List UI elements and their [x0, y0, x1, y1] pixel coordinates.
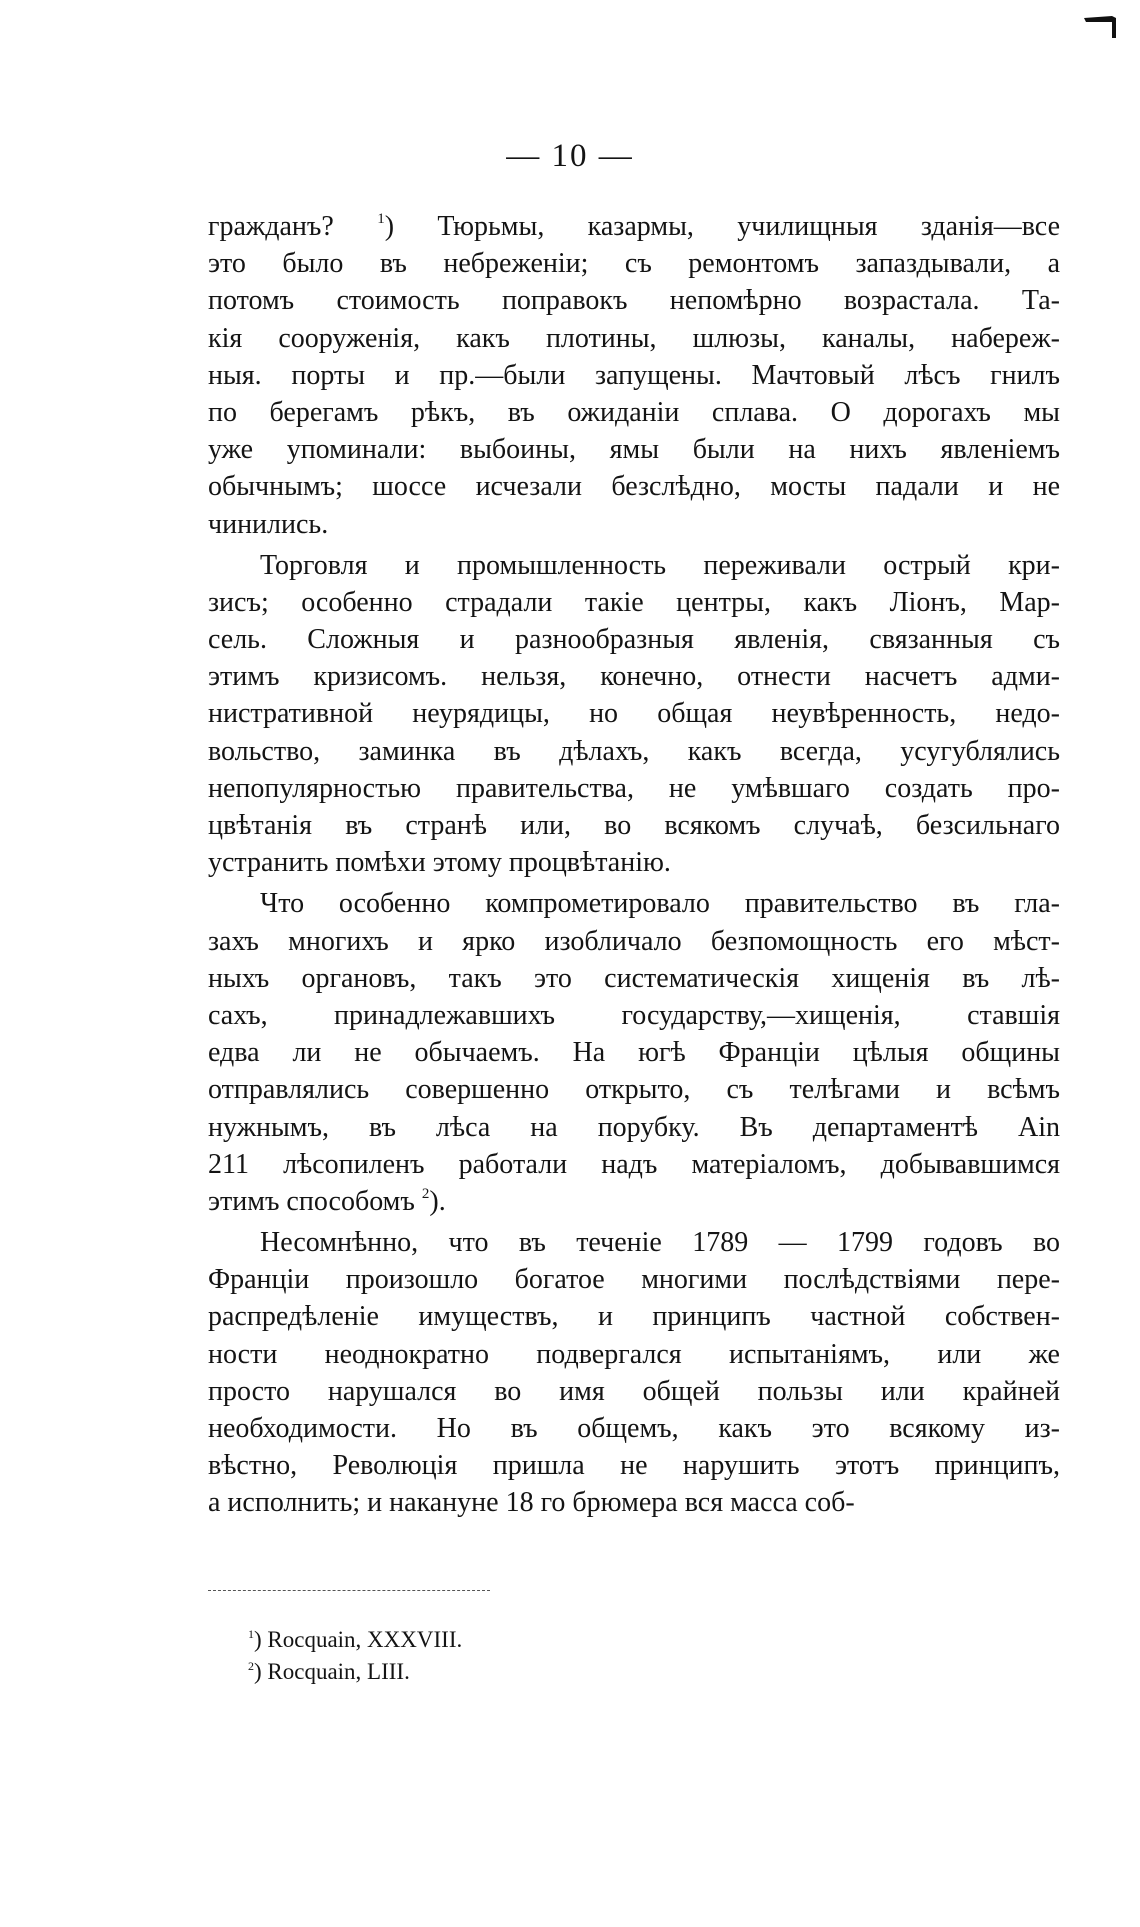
text-line: этимъ кризисомъ. нельзя, конечно, отнести насчетъ адми- — [208, 661, 1060, 693]
text-line: захъ многихъ и ярко изобличало безпомощность его мѣст- — [208, 925, 1060, 957]
text-line: зисъ; особенно страдали такіе центры, какъ Ліонъ, Мар- — [208, 586, 1060, 618]
text-line: Несомнѣнно, что въ теченіе 1789 — 1799 годовъ во — [260, 1227, 1060, 1259]
text-line: нужнымъ, въ лѣса на порубку. Въ департаментѣ Ain — [208, 1111, 1060, 1143]
text-line: потомъ стоимость поправокъ непомѣрно возрастала. Та- — [208, 285, 1060, 317]
footnote-text: ) Rocquain, LIII. — [254, 1659, 410, 1684]
footnote-marker: 1 — [248, 1627, 254, 1641]
text-line: сахъ, принадлежавшихъ государству,—хищенія, ставшія — [208, 999, 1060, 1031]
body-text — [208, 208, 1060, 1522]
text-line: непопулярностью правительства, не умѣвшаго создать про- — [208, 772, 1060, 804]
line-text: этимъ способомъ — [208, 1185, 422, 1217]
text-line — [208, 208, 1060, 245]
text-line: а исполнить; и накануне 18 го брюмера вся масса соб- — [208, 1487, 855, 1519]
paragraph — [208, 1224, 1060, 1522]
footnote — [248, 1656, 462, 1688]
text-line: уже упоминали: выбоины, ямы были на нихъ явленіемъ — [208, 434, 1060, 466]
text-line: Франціи произошло богатое многими послѣдствіями пере- — [208, 1264, 1060, 1296]
text-line: это было въ небреженіи; съ ремонтомъ запаздывали, а — [208, 248, 1060, 280]
text-line: обычнымъ; шоссе исчезали безслѣдно, мосты падали и не — [208, 471, 1060, 503]
paragraph — [208, 885, 1060, 1220]
line-text: ) Тюрьмы, казармы, училищныя зданія—все — [384, 211, 1061, 242]
text-line: 211 лѣсопиленъ работали надъ матеріаломъ, добывавшимся — [208, 1148, 1060, 1180]
text-line — [208, 1183, 1060, 1220]
text-line: чинились. — [208, 508, 329, 540]
line-text: гражданъ? — [208, 211, 378, 242]
line-text: ). — [429, 1185, 446, 1217]
text-line: Торговля и промышленность переживали острый кри- — [260, 549, 1060, 581]
text-line: по берегамъ рѣкъ, въ ожиданіи сплава. О дорогахъ мы — [208, 396, 1060, 428]
text-line: ности неоднократно подвергался испытаніямъ, или же — [208, 1338, 1060, 1370]
text-line: нистративной неурядицы, но общая неувѣренность, недо- — [208, 698, 1060, 730]
text-line: необходимости. Но въ общемъ, какъ это всякому из- — [208, 1413, 1060, 1444]
text-line: ныя. порты и пр.—были запущены. Мачтовый лѣсъ гнилъ — [208, 359, 1060, 391]
footnote — [248, 1624, 462, 1656]
text-line: ныхъ органовъ, такъ это систематическія хищенія въ лѣ- — [208, 962, 1060, 994]
footnote-text: ) Rocquain, XXXVIII. — [254, 1627, 463, 1652]
paragraph — [208, 208, 1060, 543]
footnotes — [248, 1624, 462, 1688]
paragraph — [208, 547, 1060, 882]
footnote-separator — [208, 1590, 490, 1591]
text-line: вѣстно, Революція пришла не нарушить этотъ принципъ, — [208, 1450, 1060, 1482]
text-line: отправлялись совершенно открыто, съ телѣгами и всѣмъ — [208, 1074, 1060, 1106]
footnote-reference[interactable]: 2 — [421, 1185, 430, 1202]
text-line: устранить помѣхи этому процвѣтанію. — [208, 847, 671, 879]
page-number: — 10 — — [506, 138, 634, 174]
text-line: цвѣтанія въ странѣ или, во всякомъ случаѣ, безсильнаго — [208, 810, 1060, 841]
text-line: вольство, заминка въ дѣлахъ, какъ всегда, усугублялись — [208, 735, 1060, 767]
text-line: кія сооруженія, какъ плотины, шлюзы, каналы, набереж- — [208, 322, 1060, 354]
text-line: распредѣленіе имуществъ, и принципъ частной собствен- — [208, 1301, 1060, 1333]
corner-scan-mark — [1082, 12, 1118, 40]
footnote-reference[interactable]: 1 — [377, 211, 385, 227]
footnote-marker: 2 — [248, 1659, 254, 1673]
text-line: едва ли не обычаемъ. На югѣ Франціи цѣлыя общины — [208, 1037, 1060, 1069]
text-line: просто нарушался во имя общей пользы или крайней — [208, 1375, 1060, 1407]
text-line: сель. Сложныя и разнообразныя явленія, связанныя съ — [208, 624, 1060, 656]
text-line: Что особенно компрометировало правительство въ гла- — [260, 888, 1060, 920]
